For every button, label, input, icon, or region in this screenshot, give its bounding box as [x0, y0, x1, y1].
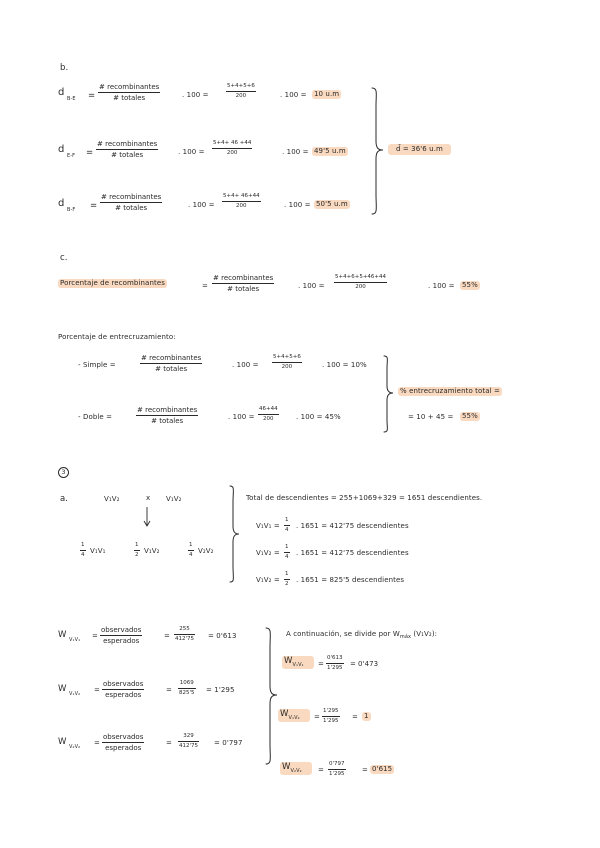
fraction-recombinants: # recombinantes # totales: [137, 406, 198, 425]
expected-count: . 1651 = 825'5 descendientes: [296, 576, 405, 584]
section-c-label: c.: [60, 253, 68, 263]
offspring-genotype: V₁V₂: [144, 547, 160, 555]
relative-fitness-value: 1: [364, 712, 369, 720]
brace: [228, 484, 242, 584]
relative-fitness-value: 0'615: [372, 765, 393, 773]
section-a-label: a.: [60, 494, 69, 504]
arrow-down-icon: [143, 506, 151, 528]
distance-sub: B-F: [67, 207, 76, 213]
brace: [370, 86, 386, 216]
fraction-recombinants: # recombinantes # totales: [99, 83, 160, 102]
brace: [264, 626, 280, 766]
offspring-coef: 1 2: [135, 542, 139, 558]
crossover-title: Porcentaje de entrecruzamiento:: [58, 333, 176, 341]
distance-result: 50'5 u.m: [316, 200, 348, 208]
fraction-recombinants: # recombinantes # totales: [97, 140, 158, 159]
divide-instruction: A continuación, se divide por $W_{máx}$ (V₁V₂):: [286, 630, 438, 640]
fraction-values: 5+4+5+6 200: [227, 83, 255, 99]
distance-result: 10 u.m: [314, 90, 340, 98]
average-distance: d̄ = 36'6 u.m: [388, 144, 451, 155]
distance-result: 49'5 u.m: [314, 147, 346, 155]
distance-var: d: [58, 144, 65, 155]
crossover-total-result: 55%: [462, 412, 478, 420]
recombinant-percentage-result: 55%: [462, 281, 478, 289]
fraction-values: 5+4+ 46+44 200: [223, 193, 260, 209]
recombinant-percentage-title: Porcentaje de recombinantes: [60, 279, 165, 287]
cross-parent: V₁V₂: [166, 495, 182, 503]
fraction-recombinants: # recombinantes # totales: [213, 274, 274, 293]
crossover-total-label: % entrecruzamiento total =: [400, 387, 500, 395]
cross-parent: V₁V₂: [104, 495, 120, 503]
fraction-values: 5+4+ 46 +44 200: [213, 140, 252, 156]
fitness-value: = 0'613: [208, 632, 237, 640]
offspring-genotype: V₁V₁: [90, 547, 106, 555]
fraction-values: 5+4+6+5+46+44 200: [335, 274, 387, 290]
distance-var: d: [58, 198, 65, 209]
expected-count: . 1651 = 412'75 descendientes: [296, 549, 409, 557]
fraction-values: 46+44 200: [259, 406, 278, 422]
offspring-coef: 1 4: [81, 542, 85, 558]
total-offspring: Total de descendientes = 255+1069+329 = 1651 descendientes.: [246, 494, 483, 502]
fitness-value: = 0'797: [214, 739, 243, 747]
relative-fitness-value: 0'473: [358, 660, 379, 668]
fraction-recombinants: # recombinantes # totales: [101, 193, 162, 212]
notes-page: b. d B-E = # recombinantes # totales . 100 = 5+4+5+6 200 . 100 = 10 u.m d E-F = # recombinantes # totales . 100 = 5+4+ 46 +44 200 . 100 = 49'5 u.m d B-F = # recombinantes # totales . 100 = 5+4+ 46+44 200 . 100 = 50'5 u.m d̄ = 36'6 u.m c. Porcentaje de recombinantes = # recombinantes # totales . 100 = 5+4+6+5+46+44 200 . 100 = 55% Porcentaje de entrecruzamiento: - Simple = # recombinantes # totales . 100 = 5+4+5+6 200 . 100 = 10% - Doble = # recombinantes # totales . 100 = 46+44 200 . 100 = 45% % entrecruzamiento total = = 10 + 45 = 55% 3 a. V₁V₂ x V₁V₂ 1 4 V₁V₁ 1 2 V₁V₂ 1 4 V₂V₂ Total de descendientes = 255+1069+329 = 1651 descendientes. V₁V₁ = 1 4 . 1651 = 412'75 descendientes V₁V₂ = 1 4 . 1651 = 412'75 descendientes V₁V₂ = 1 2 . 1651 = 825'5 descendientes W V₁V₁ = observados esperados = 255 412'75 = 0'613 W V₁V₂ = observados esperados = 1069 825'5 = 1'295 W V₂V₂ = observados esperados = 329 412'75 = 0'797 A continuación, se divide por $W_{máx}$ (V₁V₂): $W_{V_1V_1}$ = 0'613 1'295 = 0'473 $W_{V_1V_2}$ = 1'295 1'295 = 1 $W_{V_2V_2}$ = 0'797 1'295 = 0'615: [58, 63, 500, 777]
offspring-coef: 1 4: [189, 542, 193, 558]
section-b-label: b.: [60, 63, 69, 73]
fraction-values: 5+4+5+6 200: [273, 354, 301, 370]
brace: [382, 354, 396, 434]
fraction-recombinants: # recombinantes # totales: [141, 354, 202, 373]
expected-count: . 1651 = 412'75 descendientes: [296, 522, 409, 530]
offspring-genotype: V₂V₂: [198, 547, 214, 555]
distance-sub: E-F: [67, 153, 76, 159]
exercise-number: 3: [58, 467, 69, 478]
distance-var: d: [58, 87, 65, 98]
fitness-value: = 1'295: [206, 686, 235, 694]
distance-sub: B-E: [67, 96, 76, 102]
